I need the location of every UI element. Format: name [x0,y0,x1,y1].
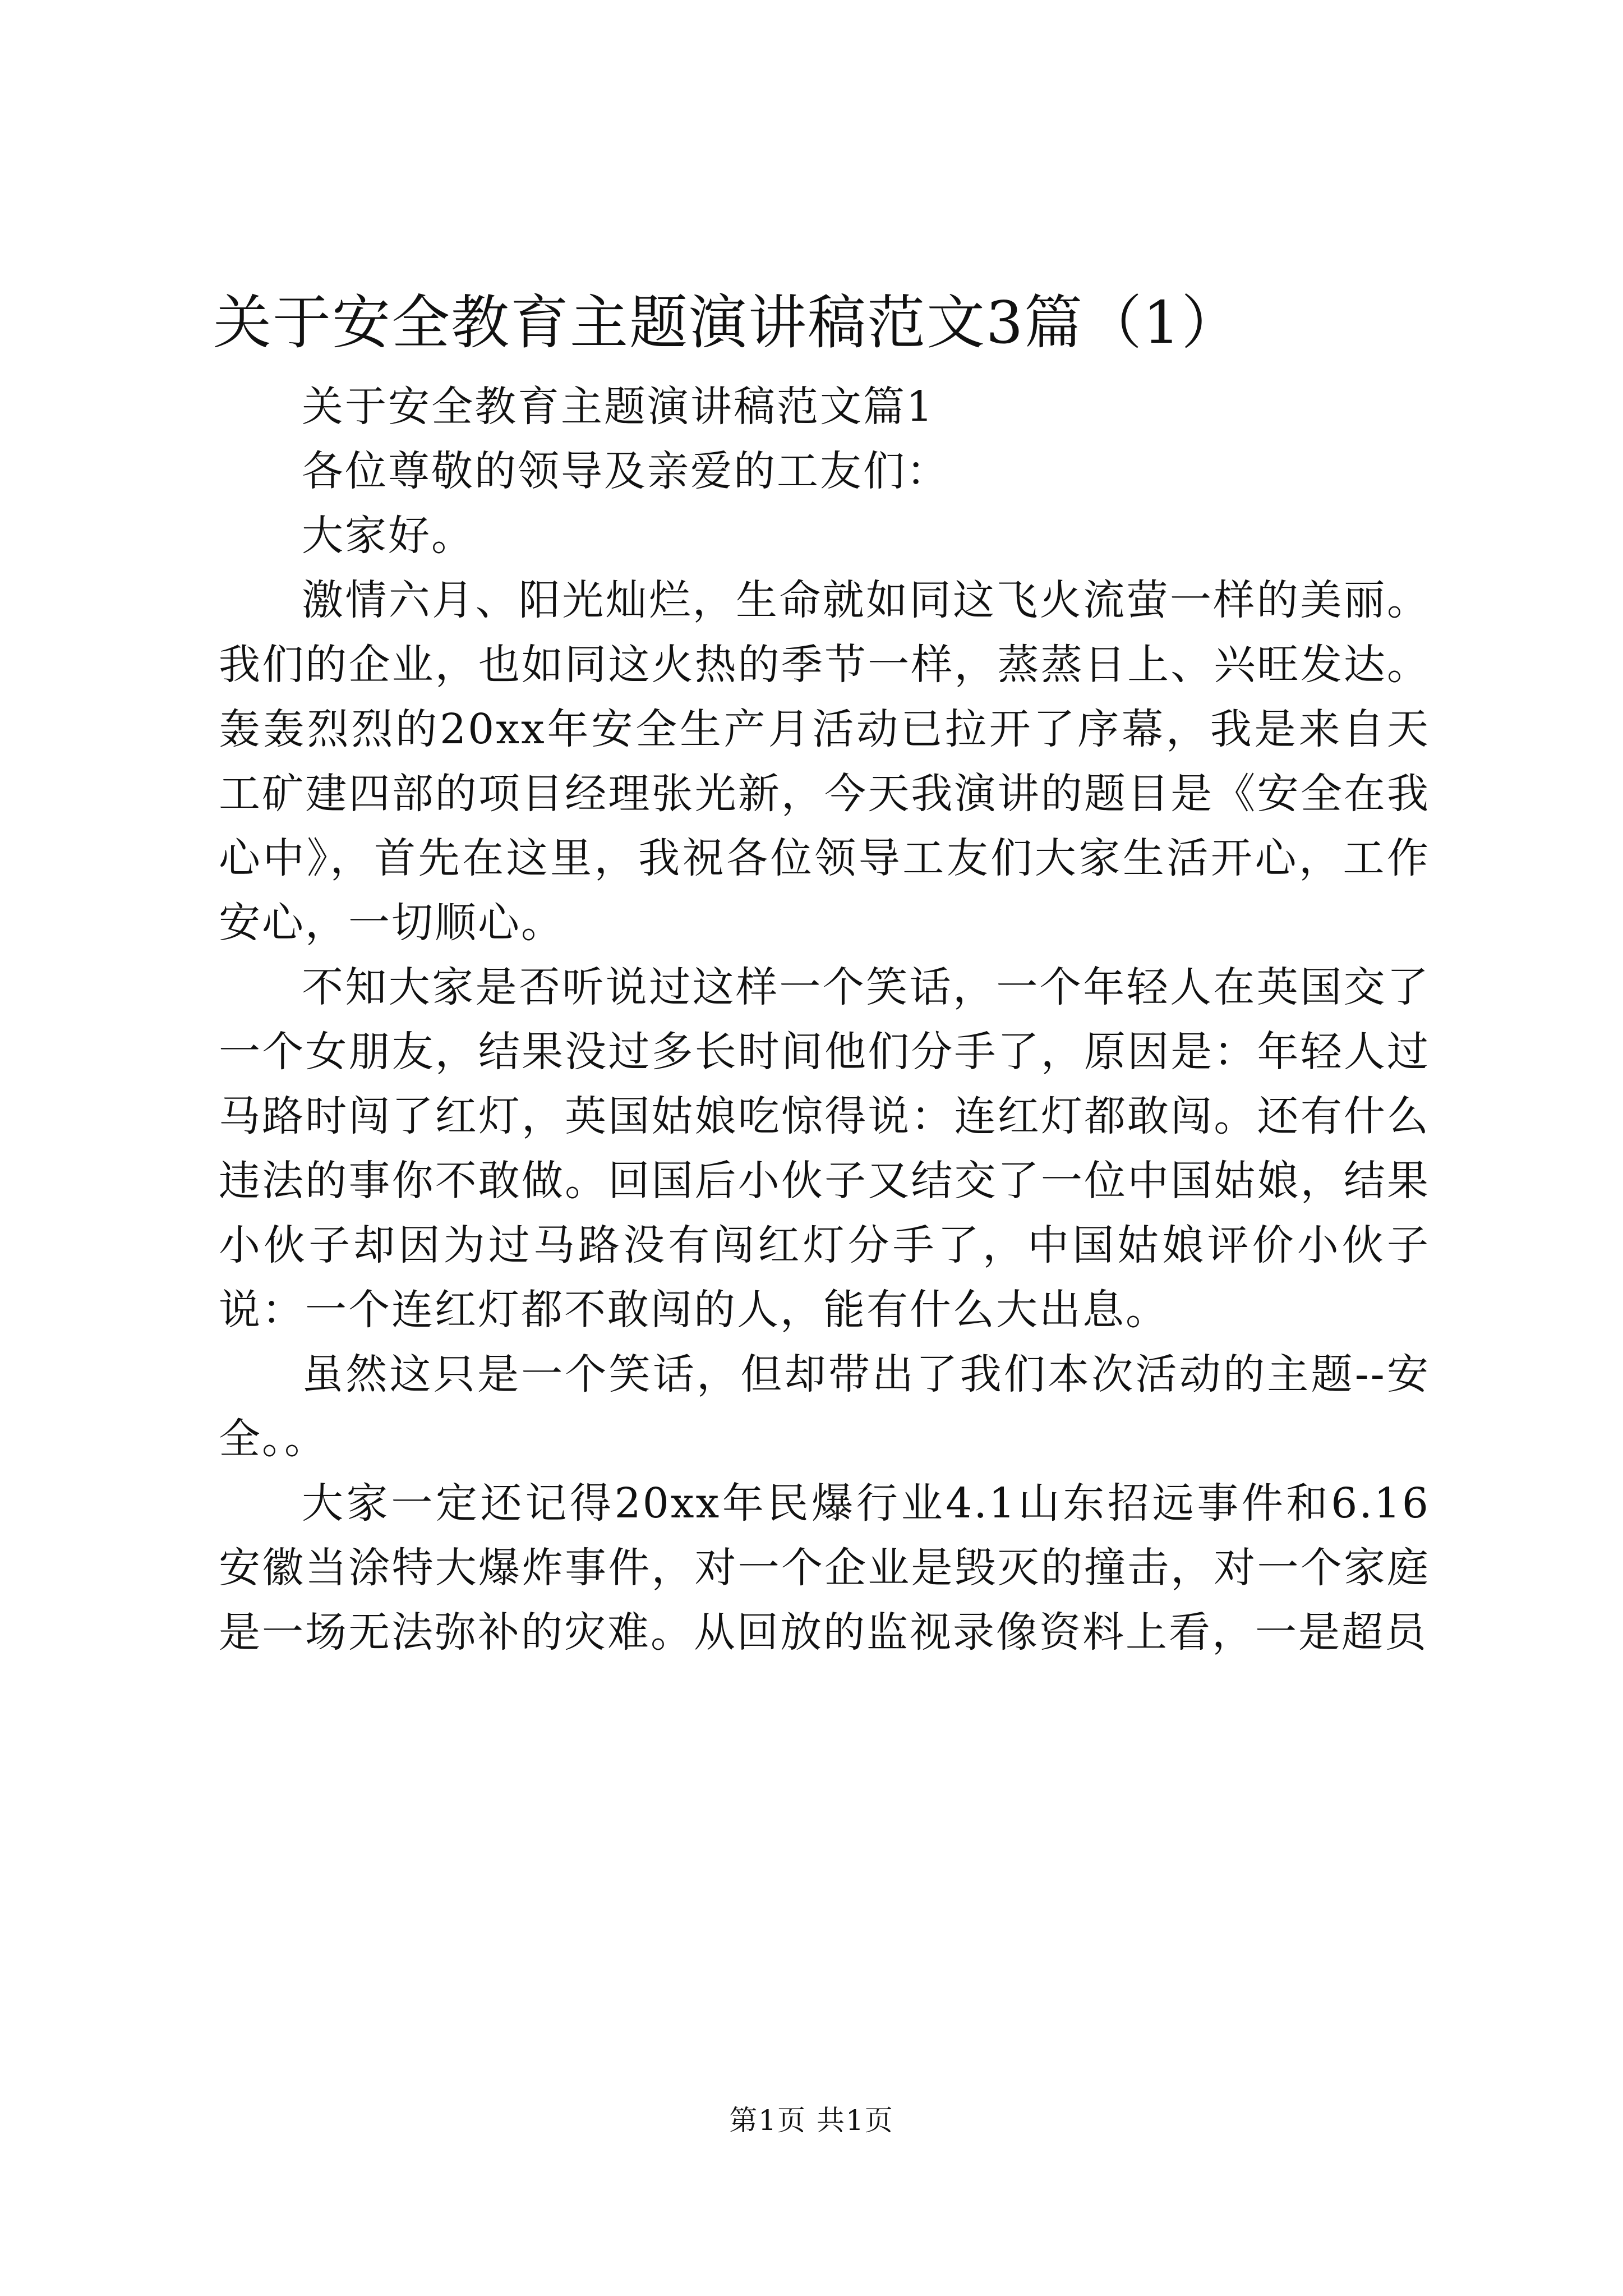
body-paragraph: 不知大家是否听说过这样一个笑话，一个年轻人在英国交了一个女朋友，结果没过多长时间他们分手了，原因是：年轻人过马路时闯了红灯，英国姑娘吃惊得说：连红灯都敢闯。还有什么违法的事你不敢做。回国后小伙子又结交了一位中国姑娘，结果小伙子却因为过马路没有闯红灯分手了，中国姑娘评价小伙子说：一个连红灯都不敢闯的人，能有什么大出息。 [219,963,1430,1334]
greeting: 大家好。 [302,512,474,560]
section-heading: 关于安全教育主题演讲稿范文篇1 [302,383,935,431]
body-paragraph: 大家一定还记得20xx年民爆行业4.1山东招远事件和6.16安徽当涂特大爆炸事件，对一个企业是毁灭的撞击，对一个家庭是一场无法弥补的灾难。从回放的监视录像资料上看，一是超员 [219,1479,1430,1657]
page-footer: 第1页 共1页 [729,2104,894,2137]
body-paragraph: 虽然这只是一个笑话，但却带出了我们本次活动的主题--安全。。 [219,1350,1430,1463]
salutation: 各位尊敬的领导及亲爱的工友们： [302,447,949,495]
document-body [219,375,1430,1665]
body-paragraph: 激情六月、阳光灿烂，生命就如同这飞火流萤一样的美丽。我们的企业，也如同这火热的季节一样，蒸蒸日上、兴旺发达。轰轰烈烈的20xx年安全生产月活动已拉开了序幕，我是来自天工矿建四部的项目经理张光新，今天我演讲的题目是《安全在我心中》，首先在这里，我祝各位领导工友们大家生活开心，工作安心，一切顺心。 [219,576,1430,947]
document-title: 关于安全教育主题演讲稿范文3篇（1） [213,288,1241,357]
